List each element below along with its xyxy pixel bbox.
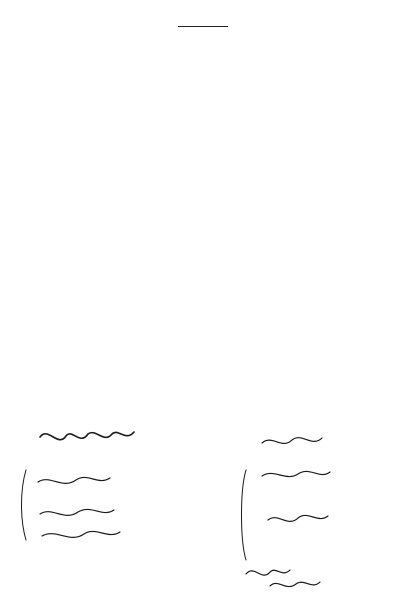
signatory-6: [8, 496, 138, 524]
signature-left-2: [38, 477, 110, 483]
signatory-2: [236, 488, 402, 508]
signatory-7: [8, 548, 138, 576]
signatory-1: [236, 452, 402, 472]
signature-top-left: [40, 432, 134, 440]
signature-right-1: [262, 438, 322, 444]
signature-right-2: [262, 471, 330, 476]
signature-left-4: [42, 531, 120, 537]
signature-bottom-2: [270, 582, 320, 587]
signatory-3: [236, 528, 402, 548]
signatory-4: [236, 560, 402, 576]
signature-right-3: [268, 515, 328, 521]
signatory-5: [8, 446, 138, 474]
